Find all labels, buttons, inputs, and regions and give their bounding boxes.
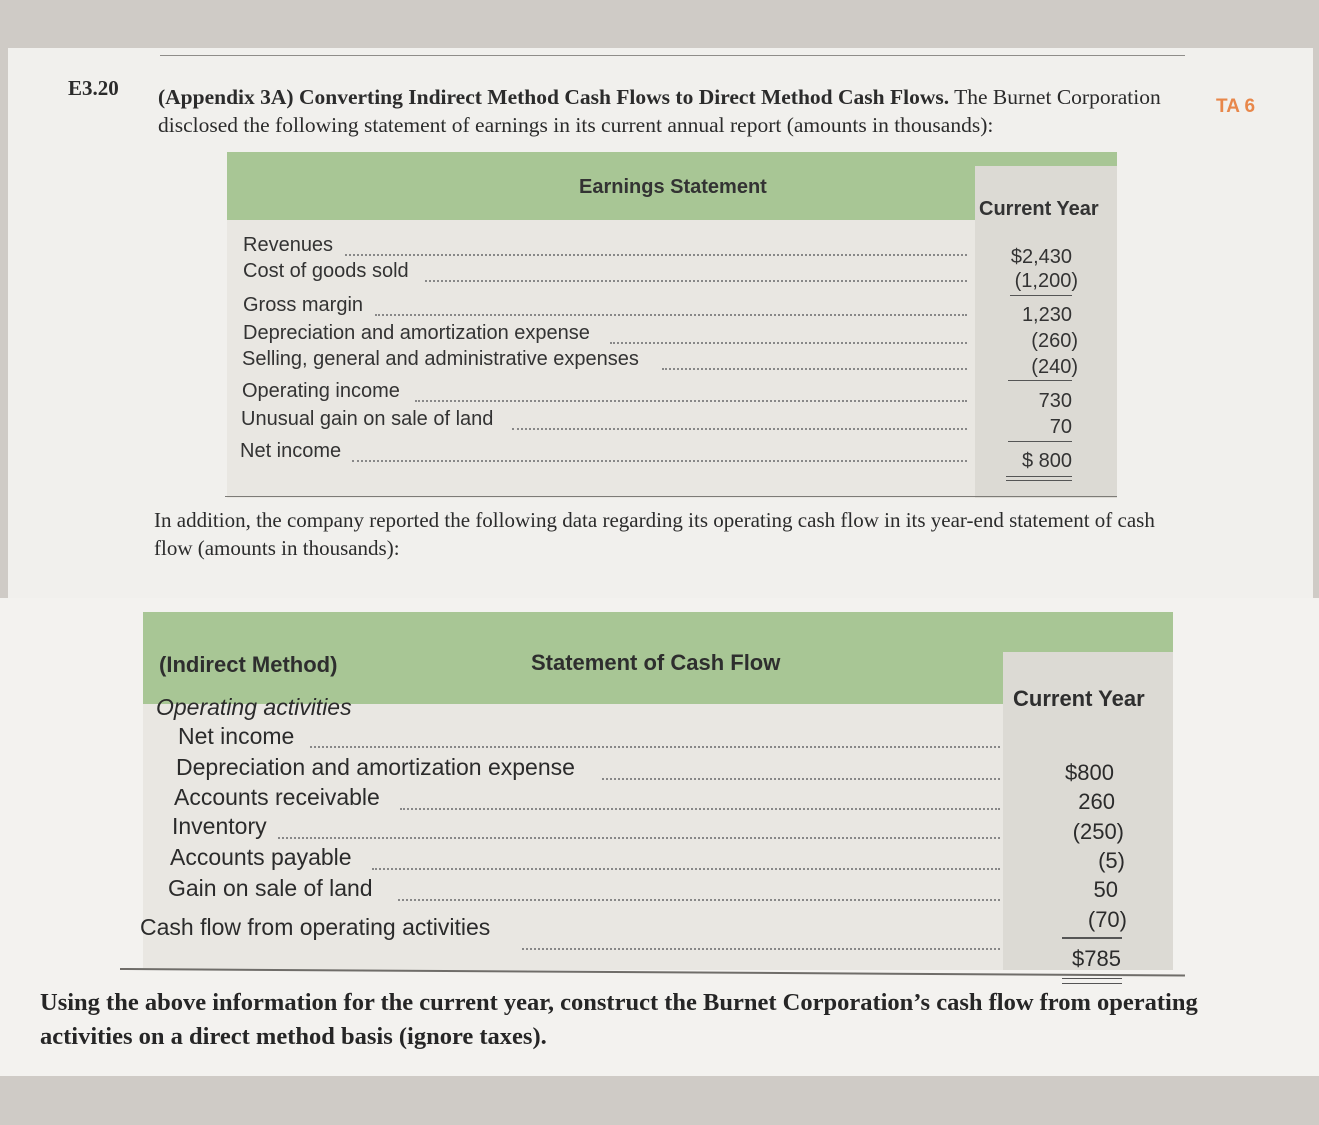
cash-flow-total-value: $785 [1072, 946, 1121, 971]
middle-paragraph: In addition, the company reported the following data regarding its operating cash flow in its year-end statement of cash flow (amounts in thousands): [154, 508, 1155, 560]
earnings-row-label: Operating income [242, 380, 400, 402]
cash-flow-row-label: Gain on sale of land [168, 875, 373, 901]
earnings-row-value: (260) [1031, 330, 1078, 352]
cash-flow-column-header: Current Year [1013, 686, 1145, 711]
leader-dots [310, 744, 1000, 748]
total-double-rule [1006, 476, 1072, 481]
earnings-row-value: (1,200) [1014, 270, 1078, 292]
earnings-row-label: Net income [240, 440, 342, 462]
earnings-column-header: Current Year [979, 198, 1099, 220]
earnings-row-label: Cost of goods sold [243, 260, 409, 282]
leader-dots [278, 835, 1000, 839]
earnings-row-label: Gross margin [243, 294, 364, 316]
method-label: (Indirect Method) [159, 652, 338, 677]
question-text: Using the above information for the current year, construct the Burnet Corporation’s cash flow from operating activities on a direct method basis (ignore taxes). [40, 989, 1198, 1050]
exercise-intro-text: The Burnet Corporation disclosed the following statement of earnings in its current annual report (amounts in thousands): [158, 85, 1161, 137]
leader-dots [512, 426, 967, 430]
leader-dots [375, 312, 967, 316]
leader-dots [398, 897, 1000, 901]
cash-flow-row-value: $800 [1065, 760, 1114, 785]
cash-flow-row-value: 260 [1078, 789, 1115, 814]
total-double-rule [1062, 978, 1122, 984]
section-heading: Operating activities [156, 694, 352, 720]
cash-flow-row-value: (70) [1087, 907, 1127, 932]
earnings-row-value: 70 [1049, 416, 1072, 438]
cash-flow-row-value: (250) [1072, 819, 1124, 844]
exercise-intro [158, 83, 1188, 139]
earnings-row-value: (240) [1031, 356, 1078, 378]
cash-flow-row-label: Inventory [172, 813, 267, 839]
leader-dots [345, 252, 967, 256]
subtotal-rule [1010, 295, 1072, 296]
earnings-row-value: $ 800 [1021, 450, 1072, 472]
earnings-bottom-rule [225, 496, 1117, 497]
earnings-row-label: Unusual gain on sale of land [241, 408, 494, 430]
exercise-title: (Appendix 3A) Converting Indirect Method Cash Flows to Direct Method Cash Flows. [158, 85, 950, 109]
exercise-number: E3.20 [68, 76, 119, 100]
leader-dots [662, 366, 967, 370]
earnings-row-value: 730 [1038, 390, 1072, 412]
earnings-row-value: $2,430 [1010, 246, 1072, 268]
leader-dots [400, 806, 1000, 810]
cash-flow-row-value: 50 [1093, 877, 1118, 902]
cash-flow-row-label: Accounts payable [170, 844, 352, 870]
cash-flow-title: Statement of Cash Flow [531, 650, 781, 675]
earnings-row-label: Depreciation and amortization expense [243, 322, 590, 344]
cash-flow-total-label: Cash flow from operating activities [140, 914, 491, 940]
leader-dots [602, 776, 1000, 780]
subtotal-rule [1008, 441, 1072, 442]
cash-flow-row-label: Depreciation and amortization expense [176, 754, 575, 780]
leader-dots [522, 946, 1000, 950]
cash-flow-row-value: (5) [1098, 848, 1125, 873]
leader-dots [610, 340, 967, 344]
cash-flow-row-label: Net income [178, 723, 295, 749]
top-rule [160, 55, 1185, 56]
leader-dots [425, 278, 967, 282]
ta-badge: TA 6 [1216, 96, 1256, 117]
subtotal-rule [1008, 380, 1072, 381]
earnings-statement-title: Earnings Statement [579, 176, 767, 198]
leader-dots [352, 458, 967, 462]
earnings-row-label: Selling, general and administrative expenses [242, 348, 639, 370]
leader-dots [415, 398, 967, 402]
earnings-row-label: Revenues [243, 234, 334, 256]
earnings-row-value: 1,230 [1021, 304, 1072, 326]
subtotal-rule [1062, 937, 1122, 939]
cash-flow-row-label: Accounts receivable [174, 784, 380, 810]
leader-dots [372, 866, 1000, 870]
